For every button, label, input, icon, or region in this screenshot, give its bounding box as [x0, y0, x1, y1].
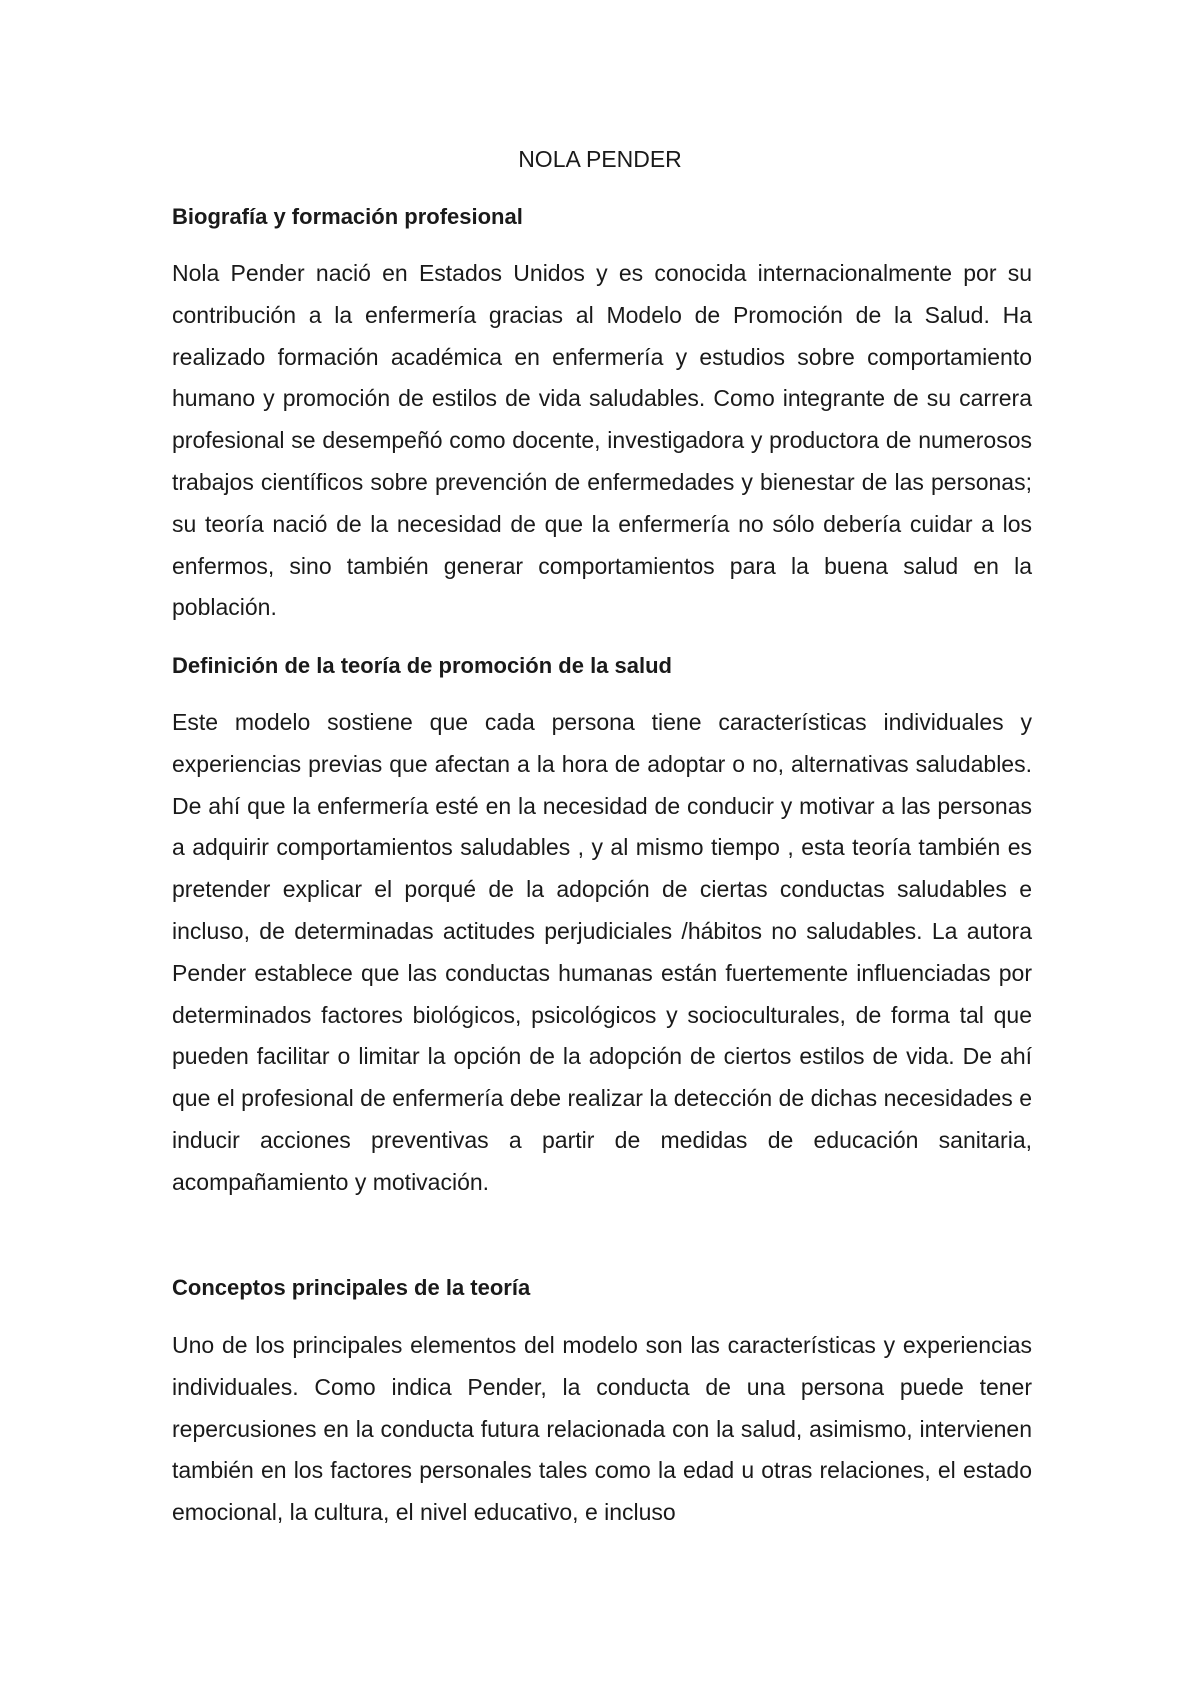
- section-heading-conceptos: Conceptos principales de la teoría: [172, 1275, 531, 1300]
- section-heading-definicion: Definición de la teoría de promoción de la salud: [172, 653, 672, 678]
- section-paragraph-biografia: Nola Pender nació en Estados Unidos y es conocida internacionalmente por su contribución a la enfermería gracias al Modelo de Promoción de la Salud. Ha realizado formación académica en enfermería y estudios sobre comportamiento humano y promoción de estilos de vida saludables. Como integrante de su carrera profesional se desempeñó como docente, investigadora y productora de numerosos trabajos científicos sobre prevención de enfermedades y bienestar de las personas; su teoría nació de la necesidad de que la enfermería no sólo debería cuidar a los enfermos, sino también generar comportamientos para la buena salud en la población.: [172, 260, 1032, 621]
- section-paragraph-definicion: Este modelo sostiene que cada persona tiene características individuales y experiencias previas que afectan a la hora de adoptar o no, alternativas saludables. De ahí que la enfermería esté en la necesidad de conducir y motivar a las personas a adquirir comportamientos saludables , y al mismo tiempo , esta teoría también es pretender explicar el porqué de la adopción de ciertas conductas saludables e incluso, de determinadas actitudes perjudiciales /hábitos no saludables. La autora Pender establece que las conductas humanas están fuertemente influenciadas por determinados factores biológicos, psicológicos y socioculturales, de forma tal que pueden facilitar o limitar la opción de la adopción de ciertos estilos de vida. De ahí que el profesional de enfermería debe realizar la detección de dichas necesidades e inducir acciones preventivas a partir de medidas de educación sanitaria, acompañamiento y motivación.: [172, 709, 1032, 1195]
- section-heading-biografia: Biografía y formación profesional: [172, 204, 523, 229]
- section-paragraph-conceptos: Uno de los principales elementos del modelo son las características y experiencias individuales. Como indica Pender, la conducta de una persona puede tener repercusiones en la conducta futura relacionada con la salud, asimismo, intervienen también en los factores personales tales como la edad u otras relaciones, el estado emocional, la cultura, el nivel educativo, e incluso: [172, 1332, 1032, 1526]
- document-title: NOLA PENDER: [518, 146, 682, 172]
